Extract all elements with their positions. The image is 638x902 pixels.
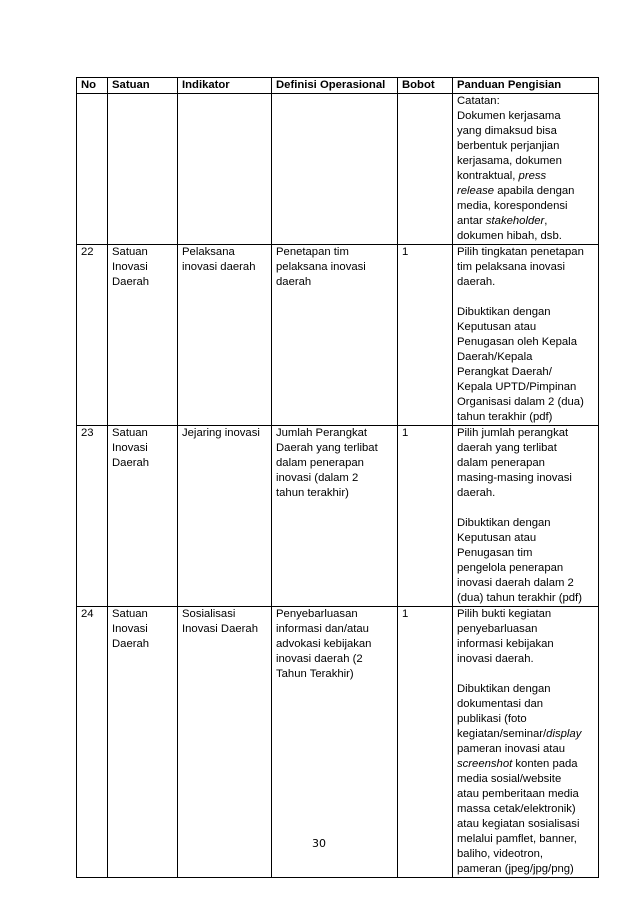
panduan-line: release apabila dengan [457, 185, 575, 197]
panduan-cell [453, 94, 599, 245]
bobot-cell: 1 [398, 426, 453, 607]
indikator-cell: Jejaring inovasi [178, 426, 272, 607]
indikator-cell: Sosialisasi Inovasi Daerah [178, 607, 272, 878]
panduan-cell: Pilih bukti kegiatan penyebarluasan informasi kebijakan inovasi daerah. Dibuktikan dengan dokumentasi dan publikasi (foto kegiatan/seminar/display pameran inovasi atau screenshot konten pada media sosial/website atau pemberitaan media massa cetak/elektronik) atau kegiatan sosialisasi melalui pamflet, banner, baliho, videotron, pameran (jpeg/jpg/png) [453, 607, 599, 878]
panduan-cell: Pilih jumlah perangkat daerah yang terlibat dalam penerapan masing-masing inovasi daerah. Dibuktikan dengan Keputusan atau Penugasan tim pengelola penerapan inovasi daerah dalam 2 (dua) tahun terakhir (pdf) [453, 426, 599, 607]
table-header-row [77, 78, 599, 94]
panduan-cell: Pilih tingkatan penetapan tim pelaksana inovasi daerah. Dibuktikan dengan Keputusan atau Penugasan oleh Kepala Daerah/Kepala Perangkat Daerah/ Kepala UPTD/Pimpinan Organisasi dalam 2 (dua) tahun terakhir (pdf) [453, 245, 599, 426]
satuan-cell: Satuan Inovasi Daerah [108, 607, 178, 878]
header-satuan: Satuan [108, 78, 178, 94]
panduan-line: kontraktual, press [457, 170, 547, 182]
satuan-cell: Satuan Inovasi Daerah [108, 245, 178, 426]
satuan-cell: Satuan Inovasi Daerah [108, 426, 178, 607]
row-no: 22 [77, 245, 108, 426]
panduan-line: berbentuk perjanjian [457, 140, 560, 152]
row-no: 23 [77, 426, 108, 607]
panduan-line: Catatan: [457, 95, 500, 107]
header-bobot: Bobot [398, 78, 453, 94]
panduan-line: kerjasama, dokumen [457, 155, 562, 167]
table-row [77, 245, 599, 426]
indicator-table [76, 77, 599, 878]
row-no: 24 [77, 607, 108, 878]
definisi-cell: Penyebarluasan informasi dan/atau advokasi kebijakan inovasi daerah (2 Tahun Terakhir) [272, 607, 398, 878]
table-row [77, 426, 599, 607]
definisi-cell: Jumlah Perangkat Daerah yang terlibat dalam penerapan inovasi (dalam 2 tahun terakhir) [272, 426, 398, 607]
panduan-line: dokumen hibah, dsb. [457, 230, 562, 242]
header-panduan: Panduan Pengisian [453, 78, 599, 94]
header-indikator: Indikator [178, 78, 272, 94]
panduan-line: antar stakeholder, [457, 215, 548, 227]
bobot-cell: 1 [398, 245, 453, 426]
panduan-line: yang dimaksud bisa [457, 125, 557, 137]
table-row-continuation [77, 94, 599, 245]
header-definisi: Definisi Operasional [272, 78, 398, 94]
panduan-line: media, korespondensi [457, 200, 568, 212]
indikator-cell: Pelaksana inovasi daerah [178, 245, 272, 426]
bobot-cell: 1 [398, 607, 453, 878]
definisi-cell: Penetapan tim pelaksana inovasi daerah [272, 245, 398, 426]
header-no: No [77, 78, 108, 94]
panduan-line: Dokumen kerjasama [457, 110, 561, 122]
page-number: 30 [312, 837, 326, 850]
